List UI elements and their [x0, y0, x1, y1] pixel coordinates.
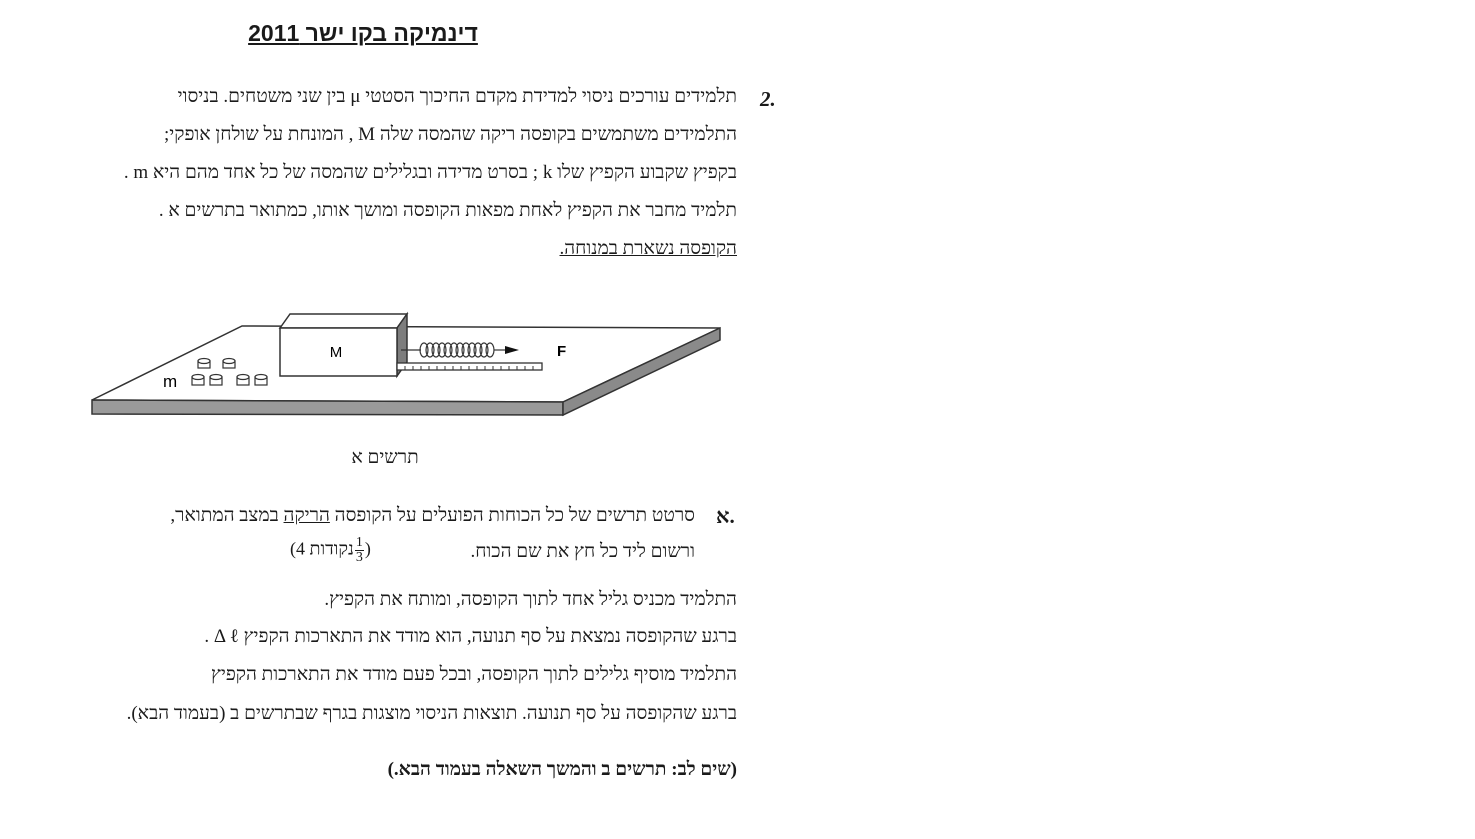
force-label: F: [557, 343, 567, 360]
part-a-points: ( נקודות 4 $\frac{1}{3}$ ): [290, 535, 371, 565]
part-a-letter: א.: [716, 504, 735, 528]
intro-line-underlined: הקופסה נשארת במנוחה.: [559, 238, 737, 259]
box-label: M: [329, 344, 343, 361]
question-number: 2.: [760, 87, 776, 111]
body-line-2: ברגע שהקופסה נמצאת על סף תנועה, הוא מודד את התארכות הקפיץ Δ ℓ .: [204, 626, 737, 647]
measuring-tape: [397, 363, 542, 370]
part-a-underlined-word: הריקה: [283, 505, 330, 526]
body-line-4: ברגע שהקופסה על סף תנועה. תוצאות הניסוי מוצגות בגרף שבתרשים ב (בעמוד הבא).: [126, 703, 737, 724]
figure-diagram: [85, 300, 735, 425]
intro-line-2: התלמידים משתמשים בקופסה ריקה שהמסה שלה M , המונחת על שולחן אופקי;: [164, 124, 737, 145]
continuation-note: (שים לב: תרשים ב והמשך השאלה בעמוד הבא.): [387, 759, 737, 780]
part-a-line-2: ורשום ליד כל חץ את שם הכוח.: [470, 541, 695, 562]
intro-line-4: תלמיד מחבר את הקפיץ לאחת מפאות הקופסה ומושך אותו, כמתואר בתרשים א .: [158, 200, 737, 221]
intro-line-3: בקפיץ שקבוע הקפיץ שלו k ; בסרט מדידה ובגלילים שהמסה של כל אחד מהם היא m .: [123, 162, 737, 183]
figure-caption: תרשים א: [351, 447, 419, 468]
table-front-edge: [92, 400, 563, 415]
part-a-line-1: סרטט תרשים של כל הכוחות הפועלים על הקופסה הריקה במצב המתואר,: [170, 505, 695, 526]
page-title: דינמיקה בקו ישר 2011: [248, 20, 478, 46]
intro-line-1: תלמידים עורכים ניסוי למדידת מקדם החיכוך הסטטי μ בין שני משטחים. בניסוי: [177, 86, 737, 107]
box: [280, 314, 407, 376]
body-line-1: התלמיד מכניס גליל אחד לתוך הקופסה, ומותח את הקפיץ.: [324, 589, 737, 610]
cylinders-label: m: [163, 372, 178, 391]
body-line-3: התלמיד מוסיף גלילים לתוך הקופסה, ובכל פעם מודד את התארכות הקפיץ: [210, 664, 737, 685]
